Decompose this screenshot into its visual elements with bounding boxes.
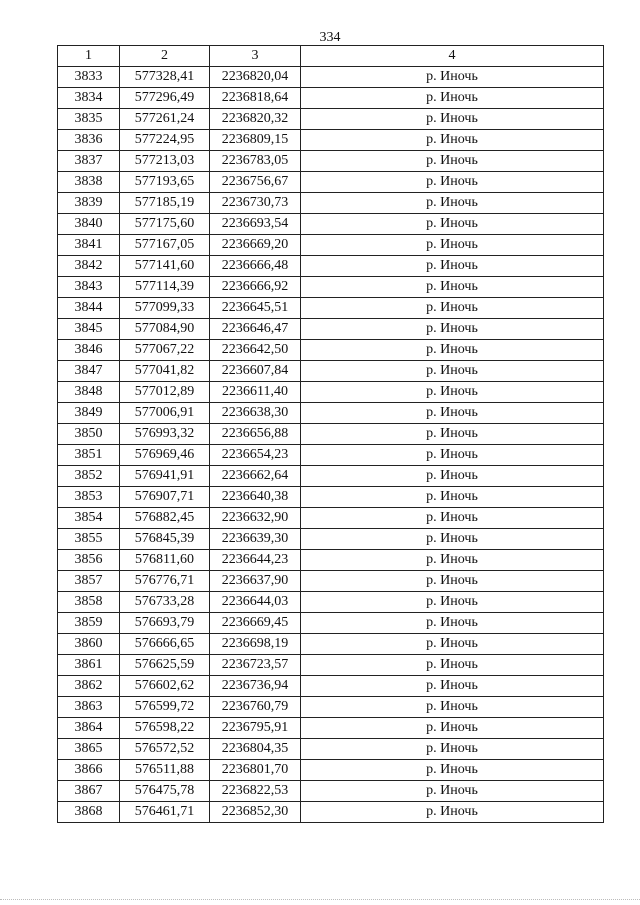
x-coordinate-cell: 577296,49 — [120, 88, 210, 109]
table-row — [58, 88, 604, 109]
point-number-cell: 3846 — [58, 340, 120, 361]
table-row — [58, 172, 604, 193]
table-row — [58, 529, 604, 550]
description-cell: р. Иночь — [301, 382, 604, 403]
table-row — [58, 676, 604, 697]
y-coordinate-cell: 2236820,32 — [210, 109, 301, 130]
column-header-4: 4 — [301, 46, 604, 67]
y-coordinate-cell: 2236852,30 — [210, 802, 301, 823]
y-coordinate-cell: 2236698,19 — [210, 634, 301, 655]
column-header-1: 1 — [58, 46, 120, 67]
description-cell: р. Иночь — [301, 613, 604, 634]
y-coordinate-cell: 2236760,79 — [210, 697, 301, 718]
description-cell: р. Иночь — [301, 214, 604, 235]
table-body — [58, 67, 604, 823]
point-number-cell: 3845 — [58, 319, 120, 340]
point-number-cell: 3864 — [58, 718, 120, 739]
table-row — [58, 256, 604, 277]
y-coordinate-cell: 2236723,57 — [210, 655, 301, 676]
point-number-cell: 3867 — [58, 781, 120, 802]
x-coordinate-cell: 576882,45 — [120, 508, 210, 529]
table-row — [58, 802, 604, 823]
point-number-cell: 3836 — [58, 130, 120, 151]
x-coordinate-cell: 576693,79 — [120, 613, 210, 634]
point-number-cell: 3839 — [58, 193, 120, 214]
point-number-cell: 3834 — [58, 88, 120, 109]
y-coordinate-cell: 2236639,30 — [210, 529, 301, 550]
y-coordinate-cell: 2236638,30 — [210, 403, 301, 424]
description-cell: р. Иночь — [301, 403, 604, 424]
table-row — [58, 130, 604, 151]
table-row — [58, 424, 604, 445]
point-number-cell: 3851 — [58, 445, 120, 466]
table-row — [58, 445, 604, 466]
table-row — [58, 277, 604, 298]
x-coordinate-cell: 577141,60 — [120, 256, 210, 277]
point-number-cell: 3841 — [58, 235, 120, 256]
description-cell: р. Иночь — [301, 340, 604, 361]
y-coordinate-cell: 2236611,40 — [210, 382, 301, 403]
table-row — [58, 361, 604, 382]
x-coordinate-cell: 577006,91 — [120, 403, 210, 424]
description-cell: р. Иночь — [301, 466, 604, 487]
y-coordinate-cell: 2236795,91 — [210, 718, 301, 739]
table-row — [58, 739, 604, 760]
description-cell: р. Иночь — [301, 550, 604, 571]
x-coordinate-cell: 576993,32 — [120, 424, 210, 445]
description-cell: р. Иночь — [301, 298, 604, 319]
y-coordinate-cell: 2236656,88 — [210, 424, 301, 445]
x-coordinate-cell: 577099,33 — [120, 298, 210, 319]
y-coordinate-cell: 2236822,53 — [210, 781, 301, 802]
point-number-cell: 3858 — [58, 592, 120, 613]
point-number-cell: 3862 — [58, 676, 120, 697]
x-coordinate-cell: 577012,89 — [120, 382, 210, 403]
column-header-2: 2 — [120, 46, 210, 67]
y-coordinate-cell: 2236820,04 — [210, 67, 301, 88]
description-cell: р. Иночь — [301, 235, 604, 256]
table-row — [58, 298, 604, 319]
point-number-cell: 3852 — [58, 466, 120, 487]
point-number-cell: 3856 — [58, 550, 120, 571]
table-row — [58, 151, 604, 172]
x-coordinate-cell: 577041,82 — [120, 361, 210, 382]
y-coordinate-cell: 2236654,23 — [210, 445, 301, 466]
description-cell: р. Иночь — [301, 697, 604, 718]
x-coordinate-cell: 576475,78 — [120, 781, 210, 802]
description-cell: р. Иночь — [301, 487, 604, 508]
description-cell: р. Иночь — [301, 529, 604, 550]
table-row — [58, 109, 604, 130]
x-coordinate-cell: 577175,60 — [120, 214, 210, 235]
x-coordinate-cell: 576599,72 — [120, 697, 210, 718]
table-row — [58, 655, 604, 676]
description-cell: р. Иночь — [301, 193, 604, 214]
table-row — [58, 235, 604, 256]
y-coordinate-cell: 2236756,67 — [210, 172, 301, 193]
point-number-cell: 3840 — [58, 214, 120, 235]
point-number-cell: 3850 — [58, 424, 120, 445]
table-row — [58, 67, 604, 88]
x-coordinate-cell: 577224,95 — [120, 130, 210, 151]
table-row — [58, 760, 604, 781]
table-row — [58, 592, 604, 613]
x-coordinate-cell: 576602,62 — [120, 676, 210, 697]
table-row — [58, 718, 604, 739]
description-cell: р. Иночь — [301, 760, 604, 781]
table-row — [58, 340, 604, 361]
x-coordinate-cell: 577193,65 — [120, 172, 210, 193]
description-cell: р. Иночь — [301, 676, 604, 697]
x-coordinate-cell: 576969,46 — [120, 445, 210, 466]
x-coordinate-cell: 576776,71 — [120, 571, 210, 592]
y-coordinate-cell: 2236666,48 — [210, 256, 301, 277]
table-row — [58, 697, 604, 718]
x-coordinate-cell: 576572,52 — [120, 739, 210, 760]
description-cell: р. Иночь — [301, 655, 604, 676]
description-cell: р. Иночь — [301, 508, 604, 529]
table-row — [58, 550, 604, 571]
point-number-cell: 3859 — [58, 613, 120, 634]
description-cell: р. Иночь — [301, 130, 604, 151]
description-cell: р. Иночь — [301, 88, 604, 109]
x-coordinate-cell: 576733,28 — [120, 592, 210, 613]
table-row — [58, 466, 604, 487]
point-number-cell: 3863 — [58, 697, 120, 718]
description-cell: р. Иночь — [301, 739, 604, 760]
table-row — [58, 508, 604, 529]
point-number-cell: 3849 — [58, 403, 120, 424]
y-coordinate-cell: 2236801,70 — [210, 760, 301, 781]
description-cell: р. Иночь — [301, 634, 604, 655]
y-coordinate-cell: 2236662,64 — [210, 466, 301, 487]
coordinates-table — [57, 45, 604, 823]
x-coordinate-cell: 577213,03 — [120, 151, 210, 172]
table-row — [58, 487, 604, 508]
y-coordinate-cell: 2236693,54 — [210, 214, 301, 235]
point-number-cell: 3842 — [58, 256, 120, 277]
x-coordinate-cell: 577067,22 — [120, 340, 210, 361]
description-cell: р. Иночь — [301, 172, 604, 193]
x-coordinate-cell: 576511,88 — [120, 760, 210, 781]
y-coordinate-cell: 2236730,73 — [210, 193, 301, 214]
x-coordinate-cell: 577114,39 — [120, 277, 210, 298]
table-row — [58, 214, 604, 235]
description-cell: р. Иночь — [301, 151, 604, 172]
y-coordinate-cell: 2236644,23 — [210, 550, 301, 571]
table-row — [58, 382, 604, 403]
point-number-cell: 3837 — [58, 151, 120, 172]
point-number-cell: 3843 — [58, 277, 120, 298]
x-coordinate-cell: 576941,91 — [120, 466, 210, 487]
x-coordinate-cell: 576907,71 — [120, 487, 210, 508]
y-coordinate-cell: 2236645,51 — [210, 298, 301, 319]
table-row — [58, 781, 604, 802]
point-number-cell: 3847 — [58, 361, 120, 382]
y-coordinate-cell: 2236669,20 — [210, 235, 301, 256]
x-coordinate-cell: 576666,65 — [120, 634, 210, 655]
x-coordinate-cell: 576845,39 — [120, 529, 210, 550]
table-row — [58, 319, 604, 340]
description-cell: р. Иночь — [301, 277, 604, 298]
description-cell: р. Иночь — [301, 319, 604, 340]
y-coordinate-cell: 2236632,90 — [210, 508, 301, 529]
description-cell: р. Иночь — [301, 718, 604, 739]
y-coordinate-cell: 2236818,64 — [210, 88, 301, 109]
y-coordinate-cell: 2236637,90 — [210, 571, 301, 592]
point-number-cell: 3855 — [58, 529, 120, 550]
description-cell: р. Иночь — [301, 781, 604, 802]
x-coordinate-cell: 577167,05 — [120, 235, 210, 256]
description-cell: р. Иночь — [301, 424, 604, 445]
y-coordinate-cell: 2236666,92 — [210, 277, 301, 298]
y-coordinate-cell: 2236809,15 — [210, 130, 301, 151]
description-cell: р. Иночь — [301, 802, 604, 823]
scan-edge-mark — [0, 899, 640, 901]
point-number-cell: 3838 — [58, 172, 120, 193]
description-cell: р. Иночь — [301, 361, 604, 382]
point-number-cell: 3868 — [58, 802, 120, 823]
point-number-cell: 3844 — [58, 298, 120, 319]
point-number-cell: 3835 — [58, 109, 120, 130]
y-coordinate-cell: 2236642,50 — [210, 340, 301, 361]
y-coordinate-cell: 2236646,47 — [210, 319, 301, 340]
column-header-3: 3 — [210, 46, 301, 67]
point-number-cell: 3853 — [58, 487, 120, 508]
x-coordinate-cell: 576598,22 — [120, 718, 210, 739]
point-number-cell: 3848 — [58, 382, 120, 403]
description-cell: р. Иночь — [301, 592, 604, 613]
x-coordinate-cell: 576625,59 — [120, 655, 210, 676]
x-coordinate-cell: 577185,19 — [120, 193, 210, 214]
table-row — [58, 193, 604, 214]
y-coordinate-cell: 2236736,94 — [210, 676, 301, 697]
page-number: 334 — [319, 30, 341, 45]
x-coordinate-cell: 576811,60 — [120, 550, 210, 571]
point-number-cell: 3860 — [58, 634, 120, 655]
description-cell: р. Иночь — [301, 571, 604, 592]
point-number-cell: 3865 — [58, 739, 120, 760]
description-cell: р. Иночь — [301, 67, 604, 88]
description-cell: р. Иночь — [301, 256, 604, 277]
y-coordinate-cell: 2236669,45 — [210, 613, 301, 634]
table-row — [58, 403, 604, 424]
y-coordinate-cell: 2236607,84 — [210, 361, 301, 382]
x-coordinate-cell: 577261,24 — [120, 109, 210, 130]
point-number-cell: 3833 — [58, 67, 120, 88]
description-cell: р. Иночь — [301, 109, 604, 130]
point-number-cell: 3866 — [58, 760, 120, 781]
point-number-cell: 3861 — [58, 655, 120, 676]
y-coordinate-cell: 2236783,05 — [210, 151, 301, 172]
x-coordinate-cell: 577328,41 — [120, 67, 210, 88]
table-row — [58, 634, 604, 655]
y-coordinate-cell: 2236644,03 — [210, 592, 301, 613]
table-row — [58, 613, 604, 634]
table-header-row — [58, 46, 604, 67]
point-number-cell: 3857 — [58, 571, 120, 592]
point-number-cell: 3854 — [58, 508, 120, 529]
y-coordinate-cell: 2236640,38 — [210, 487, 301, 508]
x-coordinate-cell: 577084,90 — [120, 319, 210, 340]
y-coordinate-cell: 2236804,35 — [210, 739, 301, 760]
description-cell: р. Иночь — [301, 445, 604, 466]
table-row — [58, 571, 604, 592]
x-coordinate-cell: 576461,71 — [120, 802, 210, 823]
